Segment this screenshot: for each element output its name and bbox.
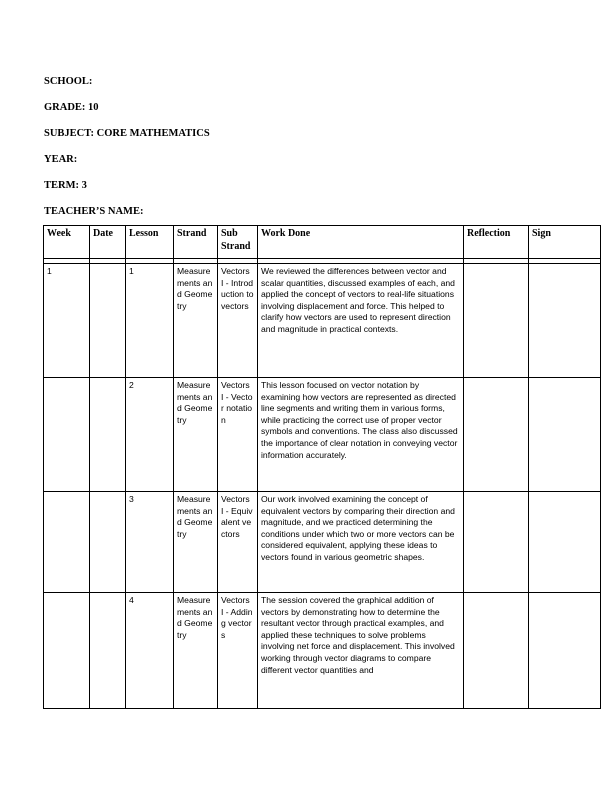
teacher-name-label: TEACHER’S NAME: — [44, 206, 144, 217]
lesson-record-table — [43, 225, 601, 709]
table-row — [44, 264, 601, 378]
date-cell — [90, 264, 126, 378]
reflection-cell — [464, 378, 529, 492]
school-label: SCHOOL: — [44, 76, 93, 87]
term-label: TERM: 3 — [44, 180, 87, 191]
column-header-lesson: Lesson — [126, 226, 174, 259]
strand-cell: Measurements and Geometry — [174, 378, 218, 492]
strand-cell: Measurements and Geometry — [174, 492, 218, 593]
grade-label: GRADE: 10 — [44, 102, 99, 113]
table-header-row — [44, 226, 601, 259]
subject-label: SUBJECT: CORE MATHEMATICS — [44, 128, 210, 139]
column-header-work-done: Work Done — [258, 226, 464, 259]
week-cell: 1 — [44, 264, 90, 378]
work-done-cell: Our work involved examining the concept of equivalent vectors by comparing their direction and magnitude, and we practiced determining the conditions under which two or more vectors can be considered equivalent, applying these ideas to vectors found in various geometric shapes. — [258, 492, 464, 593]
sign-cell — [529, 264, 601, 378]
sign-cell — [529, 492, 601, 593]
work-done-text: The session covered the graphical addition of vectors by demonstrating how to determine the resultant vector through practical examples, and applied these techniques to solve problems involving net force and displacement. This involved working through vector diagrams to compare different vector quantities and — [261, 595, 455, 675]
column-header-sub-strand: Sub Strand — [218, 226, 258, 259]
work-done-cell: This lesson focused on vector notation by examining how vectors are represented as directed line segments and writing them in various forms, while practicing the correct use of proper vector symbols and conventions. The class also discussed the importance of clear notation in conveying vector information accurately. — [258, 378, 464, 492]
date-cell — [90, 378, 126, 492]
sub-strand-cell: Vectors I - Adding vectors — [218, 593, 258, 709]
table-row — [44, 378, 601, 492]
work-done-cell: We reviewed the differences between vector and scalar quantities, discussed examples of each, and applied the concept of vectors to real-life situations involving displacement and force. This helped to clarify how vectors are used to represent direction and magnitude in practical contexts. — [258, 264, 464, 378]
sign-cell — [529, 378, 601, 492]
sub-strand-cell: Vectors I - Introduction to vectors — [218, 264, 258, 378]
date-cell — [90, 492, 126, 593]
lesson-cell: 4 — [126, 593, 174, 709]
table-row — [44, 593, 601, 709]
reflection-cell — [464, 264, 529, 378]
sub-strand-cell: Vectors I - Vector notation — [218, 378, 258, 492]
reflection-cell — [464, 492, 529, 593]
reflection-cell — [464, 593, 529, 709]
week-cell — [44, 593, 90, 709]
sub-strand-cell: Vectors I - Equivalent vectors — [218, 492, 258, 593]
week-cell — [44, 378, 90, 492]
week-cell — [44, 492, 90, 593]
year-label: YEAR: — [44, 154, 78, 165]
date-cell — [90, 593, 126, 709]
table-row — [44, 492, 601, 593]
strand-cell: Measurements and Geometry — [174, 593, 218, 709]
strand-cell: Measurements and Geometry — [174, 264, 218, 378]
lesson-cell: 1 — [126, 264, 174, 378]
lesson-cell: 2 — [126, 378, 174, 492]
column-header-strand: Strand — [174, 226, 218, 259]
column-header-week: Week — [44, 226, 90, 259]
work-done-cell — [258, 593, 464, 709]
column-header-date: Date — [90, 226, 126, 259]
column-header-reflection: Reflection — [464, 226, 529, 259]
column-header-sign: Sign — [529, 226, 601, 259]
sign-cell — [529, 593, 601, 709]
lesson-cell: 3 — [126, 492, 174, 593]
